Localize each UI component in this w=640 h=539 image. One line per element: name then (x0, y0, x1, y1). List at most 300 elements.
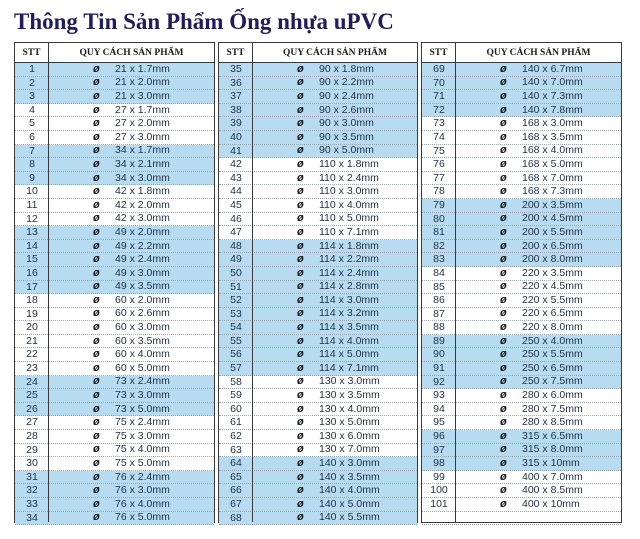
row-spec-cell (456, 77, 621, 90)
table-row (219, 416, 417, 430)
diameter-icon: ø (93, 266, 100, 279)
table-header (422, 43, 621, 63)
row-spec-cell (49, 240, 214, 253)
row-stt: 23 (26, 362, 38, 375)
row-spec: 21 x 3.0mm (115, 89, 170, 102)
row-spec-cell (253, 444, 417, 457)
row-spec: 168 x 4.0mm (522, 144, 583, 157)
diameter-icon: ø (500, 239, 507, 252)
row-stt: 51 (230, 280, 242, 293)
row-stt: 43 (230, 171, 242, 184)
row-stt: 11 (26, 198, 38, 211)
table-row (219, 389, 417, 403)
table-row (422, 131, 621, 145)
row-spec: 90 x 2.2mm (319, 76, 374, 89)
row-stt: 44 (230, 185, 242, 198)
row-spec-cell (456, 376, 621, 389)
row-stt: 3 (29, 90, 35, 103)
table-row (219, 213, 417, 227)
header-spec: QUY CÁCH SẢN PHẨM (486, 47, 591, 58)
row-spec: 140 x 4.0mm (319, 484, 380, 497)
row-spec-cell (456, 267, 621, 280)
row-stt: 85 (433, 280, 445, 293)
row-stt: 91 (433, 362, 445, 375)
table-row (219, 158, 417, 172)
row-stt: 57 (230, 362, 242, 375)
row-spec: 114 x 3.5mm (319, 321, 379, 334)
table-row (15, 199, 214, 213)
row-spec: 49 x 2.0mm (115, 225, 170, 238)
row-stt: 82 (433, 239, 445, 252)
row-stt: 54 (230, 321, 242, 334)
row-spec: 49 x 2.2mm (115, 239, 170, 252)
row-stt: 88 (433, 321, 445, 334)
row-stt: 100 (430, 484, 448, 497)
row-spec: 90 x 1.8mm (319, 62, 374, 75)
row-stt: 40 (230, 130, 242, 143)
row-spec: 140 x 6.7mm (522, 62, 583, 75)
row-spec-cell (253, 145, 417, 158)
diameter-icon: ø (500, 402, 507, 415)
row-spec: 250 x 6.5mm (522, 361, 583, 374)
row-stt: 55 (230, 334, 242, 347)
diameter-icon: ø (297, 511, 304, 524)
table-row (219, 172, 417, 186)
diameter-icon: ø (93, 457, 100, 470)
diameter-icon: ø (93, 402, 100, 415)
diameter-icon: ø (93, 375, 100, 388)
row-spec: 400 x 10mm (522, 497, 580, 510)
row-spec-cell (456, 63, 621, 76)
row-spec-cell (49, 213, 214, 226)
diameter-icon: ø (297, 348, 304, 361)
diameter-icon: ø (297, 361, 304, 374)
row-spec-cell (456, 403, 621, 416)
table-row (219, 335, 417, 349)
row-spec: 27 x 1.7mm (115, 103, 170, 116)
row-spec: 90 x 2.6mm (319, 103, 374, 116)
diameter-icon: ø (500, 389, 507, 402)
row-spec: 168 x 3.5mm (522, 130, 583, 143)
row-stt: 24 (26, 375, 38, 388)
row-spec: 42 x 1.8mm (115, 185, 170, 198)
row-spec-cell (456, 172, 621, 185)
table-row (422, 335, 621, 349)
row-spec: 168 x 7.3mm (522, 185, 583, 198)
row-spec-cell (456, 416, 621, 429)
diameter-icon: ø (500, 443, 507, 456)
row-spec: 315 x 10mm (522, 457, 580, 470)
table-row (219, 104, 417, 118)
table-row (219, 294, 417, 308)
row-stt: 20 (26, 321, 38, 334)
row-spec-cell (49, 77, 214, 90)
row-spec: 21 x 2.0mm (115, 76, 170, 89)
diameter-icon: ø (93, 253, 100, 266)
row-stt: 79 (433, 198, 445, 211)
row-spec-cell (253, 226, 417, 239)
table-row (422, 104, 621, 118)
row-spec: 60 x 3.0mm (115, 321, 170, 334)
table-row (219, 240, 417, 254)
diameter-icon: ø (297, 239, 304, 252)
row-stt: 27 (26, 416, 38, 429)
row-stt: 101 (430, 498, 448, 510)
table-row (15, 498, 214, 512)
row-spec: 168 x 3.0mm (522, 117, 583, 130)
table-row (422, 240, 621, 254)
row-spec: 42 x 2.0mm (115, 198, 170, 211)
row-stt: 62 (230, 430, 242, 443)
row-spec-cell (456, 308, 621, 321)
row-spec-cell (253, 430, 417, 443)
table-row (422, 403, 621, 417)
row-spec-cell (253, 498, 417, 511)
row-spec-cell (456, 484, 621, 497)
row-spec: 75 x 4.0mm (115, 443, 170, 456)
row-spec: 250 x 5.5mm (522, 348, 583, 361)
row-spec-cell (456, 145, 621, 158)
row-stt: 53 (230, 307, 242, 320)
table-row (422, 117, 621, 131)
row-stt: 48 (230, 239, 242, 252)
row-stt: 76 (433, 158, 445, 171)
table-row (422, 294, 621, 308)
row-spec-cell (49, 185, 214, 198)
row-spec: 114 x 2.4mm (319, 266, 379, 279)
row-spec-cell (456, 90, 621, 103)
row-spec-cell (456, 104, 621, 117)
row-stt: 70 (433, 76, 445, 89)
table-row (219, 471, 417, 485)
row-stt: 29 (26, 443, 38, 456)
row-spec-cell (253, 267, 417, 280)
header-stt: STT (15, 43, 49, 62)
row-spec: 73 x 2.4mm (115, 375, 170, 388)
row-spec-cell (253, 213, 417, 226)
row-stt: 83 (433, 253, 445, 266)
table-row (422, 90, 621, 104)
row-spec: 114 x 2.8mm (319, 280, 379, 293)
row-spec-cell (456, 253, 621, 266)
table-row (15, 63, 214, 77)
row-spec-cell (49, 335, 214, 348)
row-stt: 46 (230, 212, 242, 225)
row-spec-cell (49, 158, 214, 171)
table-row (15, 403, 214, 417)
diameter-icon: ø (297, 144, 304, 157)
table-row (422, 457, 621, 471)
row-stt: 67 (230, 498, 242, 510)
table-row (422, 512, 621, 526)
row-stt: 49 (230, 253, 242, 266)
row-spec: 315 x 8.0mm (522, 443, 583, 456)
table-row (422, 226, 621, 240)
table-row (15, 240, 214, 254)
table-row (15, 430, 214, 444)
diameter-icon: ø (297, 157, 304, 170)
row-stt: 35 (230, 63, 242, 75)
row-spec: 130 x 4.0mm (319, 402, 380, 415)
diameter-icon: ø (93, 212, 100, 225)
diameter-icon: ø (500, 185, 507, 198)
row-spec-cell (456, 321, 621, 334)
row-spec-cell (456, 185, 621, 198)
row-spec-cell (49, 389, 214, 402)
row-spec-cell (253, 63, 417, 76)
row-stt: 1 (29, 63, 35, 75)
table-header (219, 43, 417, 63)
table-row (15, 457, 214, 471)
row-spec-cell (456, 199, 621, 212)
row-stt: 45 (230, 198, 242, 211)
row-stt: 56 (230, 348, 242, 361)
diameter-icon: ø (93, 334, 100, 347)
row-stt: 17 (26, 280, 38, 293)
table-row (422, 416, 621, 430)
diameter-icon: ø (297, 62, 304, 75)
table-row (219, 253, 417, 267)
row-spec: 220 x 6.5mm (522, 307, 583, 320)
table-row (219, 484, 417, 498)
row-stt: 65 (230, 470, 242, 483)
row-spec-cell (456, 158, 621, 171)
row-stt: 66 (230, 484, 242, 497)
diameter-icon: ø (93, 429, 100, 442)
row-spec-cell (49, 430, 214, 443)
table-row (219, 457, 417, 471)
row-stt: 6 (29, 130, 35, 143)
row-spec-cell (456, 362, 621, 375)
row-spec: 110 x 5.0mm (319, 212, 379, 225)
row-stt: 80 (433, 212, 445, 225)
table-row (15, 213, 214, 227)
row-spec: 27 x 2.0mm (115, 117, 170, 130)
diameter-icon: ø (500, 375, 507, 388)
diameter-icon: ø (500, 253, 507, 266)
header-spec: QUY CÁCH SẢN PHẨM (79, 47, 184, 58)
row-stt: 93 (433, 389, 445, 402)
row-spec-cell (253, 403, 417, 416)
row-spec-cell (253, 253, 417, 266)
row-stt: 4 (29, 103, 35, 116)
row-stt: 18 (26, 294, 38, 307)
diameter-icon: ø (297, 443, 304, 456)
row-stt: 75 (433, 144, 445, 157)
diameter-icon: ø (500, 348, 507, 361)
row-stt: 97 (433, 443, 445, 456)
table-row (15, 185, 214, 199)
diameter-icon: ø (500, 225, 507, 238)
row-spec: 114 x 7.1mm (319, 361, 379, 374)
row-spec-cell (253, 457, 417, 470)
row-spec: 130 x 3.5mm (319, 389, 380, 402)
row-spec: 60 x 2.0mm (115, 293, 170, 306)
row-spec: 60 x 2.6mm (115, 307, 170, 320)
table-row (15, 512, 214, 526)
row-spec-cell (456, 240, 621, 253)
row-stt: 81 (433, 226, 445, 239)
header-spec: QUY CÁCH SẢN PHẨM (283, 47, 387, 58)
row-spec: 49 x 3.5mm (115, 280, 170, 293)
row-spec-cell (253, 348, 417, 361)
header-stt: STT (219, 43, 253, 62)
row-spec-cell (49, 90, 214, 103)
row-stt: 42 (230, 158, 242, 171)
row-stt: 8 (29, 158, 35, 171)
row-stt: 22 (26, 348, 38, 361)
row-spec-cell (49, 226, 214, 239)
row-spec-cell (253, 512, 417, 525)
row-spec-cell (456, 389, 621, 402)
diameter-icon: ø (93, 239, 100, 252)
table-row (15, 362, 214, 376)
row-spec: 140 x 5.5mm (319, 511, 380, 524)
row-stt: 21 (26, 334, 38, 347)
row-stt: 59 (230, 389, 242, 402)
diameter-icon: ø (93, 348, 100, 361)
row-spec: 75 x 3.0mm (115, 429, 170, 442)
row-spec: 200 x 6.5mm (522, 239, 583, 252)
row-stt: 52 (230, 294, 242, 307)
row-stt: 13 (26, 226, 38, 239)
row-stt: 73 (433, 117, 445, 130)
table-row (219, 199, 417, 213)
row-spec: 130 x 7.0mm (319, 443, 380, 456)
row-spec-cell (456, 213, 621, 226)
table-row (422, 199, 621, 213)
table-row (219, 117, 417, 131)
diameter-icon: ø (500, 470, 507, 483)
diameter-icon: ø (297, 497, 304, 510)
diameter-icon: ø (93, 470, 100, 483)
table-row (422, 389, 621, 403)
table-row (15, 253, 214, 267)
diameter-icon: ø (297, 375, 304, 388)
row-stt: 74 (433, 130, 445, 143)
table-row (219, 498, 417, 512)
row-stt: 16 (26, 266, 38, 279)
row-spec-cell (49, 376, 214, 389)
row-spec: 315 x 6.5mm (522, 429, 583, 442)
diameter-icon: ø (93, 144, 100, 157)
diameter-icon: ø (297, 321, 304, 334)
diameter-icon: ø (93, 198, 100, 211)
diameter-icon: ø (93, 89, 100, 102)
row-spec-cell (253, 416, 417, 429)
spec-table-3 (421, 42, 622, 523)
diameter-icon: ø (297, 103, 304, 116)
row-spec-cell (253, 362, 417, 375)
row-stt: 86 (433, 294, 445, 307)
table-row (15, 444, 214, 458)
row-spec: 110 x 7.1mm (319, 225, 379, 238)
row-spec: 114 x 5.0mm (319, 348, 379, 361)
table-row (422, 77, 621, 91)
row-spec: 34 x 1.7mm (115, 144, 170, 157)
row-spec: 140 x 7.0mm (522, 76, 583, 89)
row-spec: 34 x 2.1mm (115, 157, 170, 170)
row-spec-cell (49, 444, 214, 457)
row-spec: 220 x 8.0mm (522, 321, 583, 334)
row-spec: 76 x 5.0mm (115, 511, 170, 524)
diameter-icon: ø (93, 389, 100, 402)
diameter-icon: ø (93, 157, 100, 170)
row-spec: 220 x 4.5mm (522, 280, 583, 293)
row-spec: 75 x 5.0mm (115, 457, 170, 470)
table-row (422, 63, 621, 77)
row-spec-cell (253, 308, 417, 321)
row-stt: 94 (433, 402, 445, 415)
diameter-icon: ø (297, 185, 304, 198)
row-stt: 87 (433, 307, 445, 320)
row-spec-cell (49, 308, 214, 321)
header-stt: STT (422, 43, 456, 62)
table-row (15, 104, 214, 118)
diameter-icon: ø (93, 76, 100, 89)
table-row (15, 389, 214, 403)
row-spec-cell (456, 430, 621, 443)
table-row (219, 281, 417, 295)
table-row (219, 403, 417, 417)
diameter-icon: ø (93, 280, 100, 293)
row-stt: 19 (26, 307, 38, 320)
diameter-icon: ø (297, 76, 304, 89)
row-spec: 280 x 6.0mm (522, 389, 583, 402)
row-spec-cell (49, 63, 214, 76)
row-stt: 71 (433, 90, 445, 103)
row-spec: 42 x 3.0mm (115, 212, 170, 225)
row-stt: 34 (26, 511, 38, 524)
row-spec-cell (49, 281, 214, 294)
diameter-icon: ø (93, 511, 100, 524)
table-row (422, 253, 621, 267)
row-stt: 78 (433, 185, 445, 198)
row-spec-cell (456, 471, 621, 484)
table-row (422, 348, 621, 362)
table-row (15, 267, 214, 281)
diameter-icon: ø (500, 62, 507, 75)
row-spec-cell (456, 281, 621, 294)
row-stt: 26 (26, 402, 38, 415)
diameter-icon: ø (93, 293, 100, 306)
row-stt: 60 (230, 402, 242, 415)
row-spec-cell (49, 199, 214, 212)
row-spec-cell (253, 471, 417, 484)
table-row (219, 185, 417, 199)
row-spec-cell (253, 172, 417, 185)
row-spec-cell (49, 348, 214, 361)
spec-table-2 (218, 42, 418, 523)
row-spec: 220 x 3.5mm (522, 266, 583, 279)
diameter-icon: ø (93, 185, 100, 198)
row-spec-cell (253, 389, 417, 402)
row-spec: 140 x 3.5mm (319, 470, 380, 483)
table-row (15, 172, 214, 186)
table-row (219, 321, 417, 335)
diameter-icon: ø (297, 307, 304, 320)
row-spec-cell (253, 131, 417, 144)
table-row (422, 145, 621, 159)
diameter-icon: ø (500, 280, 507, 293)
diameter-icon: ø (93, 117, 100, 130)
diameter-icon: ø (500, 457, 507, 470)
row-spec: 200 x 8.0mm (522, 253, 583, 266)
row-spec-cell (456, 512, 621, 525)
diameter-icon: ø (297, 470, 304, 483)
table-row (219, 226, 417, 240)
diameter-icon: ø (500, 416, 507, 429)
